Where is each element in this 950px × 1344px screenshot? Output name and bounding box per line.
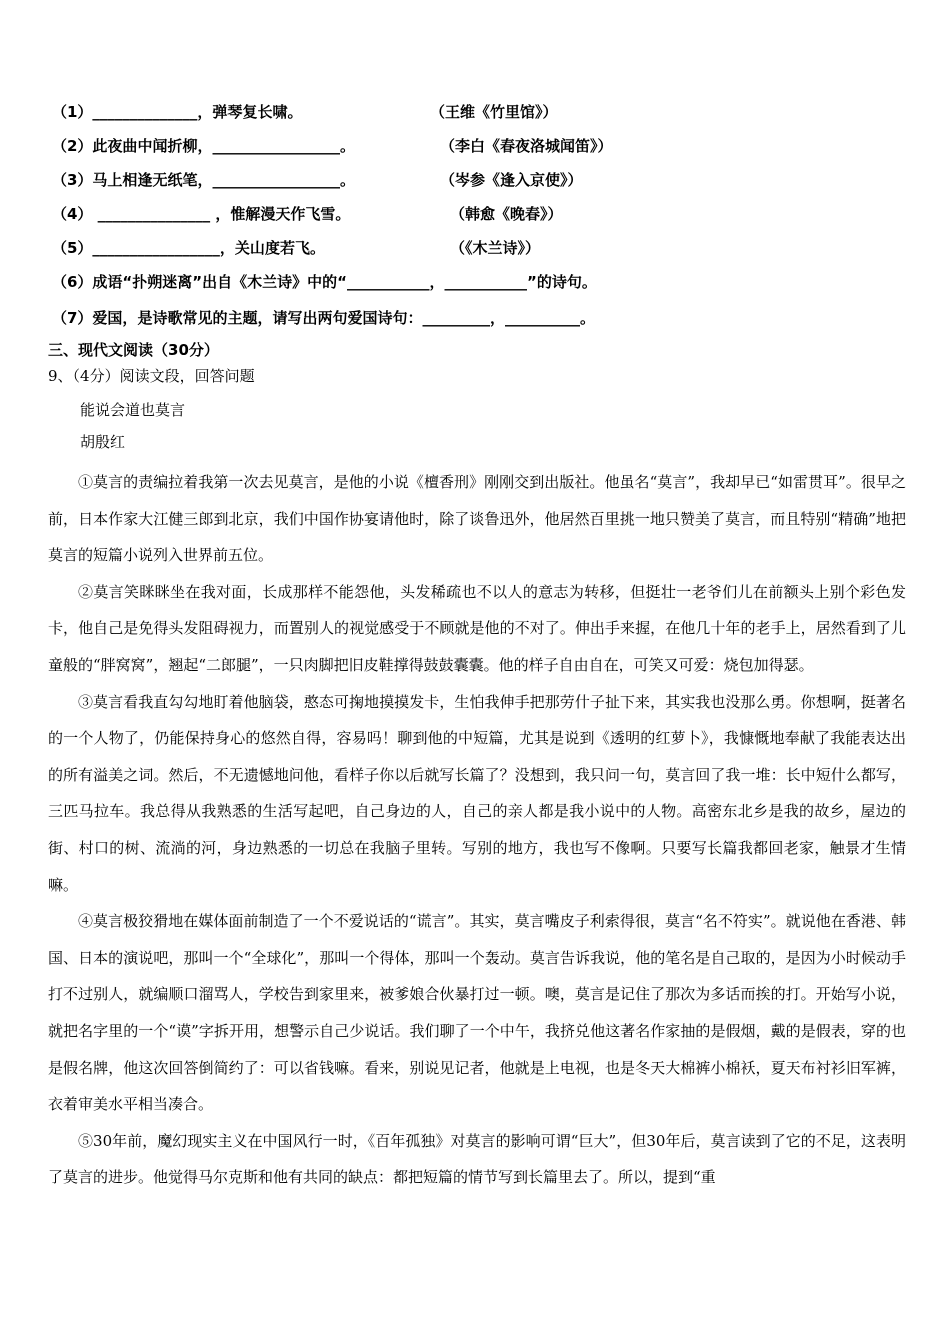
fill-blank-source: （韩愈《晚春》） <box>450 205 563 223</box>
fill-blank-line: （7）爱国，是诗歌常见的主题，请写出两句爱国诗句：_________，__________。 <box>52 309 595 327</box>
fill-blank-source: （岑参《逢入京使》） <box>440 171 583 189</box>
article-title: 能说会道也莫言 <box>80 401 186 419</box>
fill-blank-item <box>52 102 558 122</box>
fill-blank-item <box>52 308 595 328</box>
fill-blank-source: （王维《竹里馆》） <box>430 103 558 121</box>
article-paragraph: ①莫言的责编拉着我第一次去见莫言，是他的小说《檀香刑》刚刚交到出版社。他虽名“莫言”，我却早已“如雷贯耳”。很早之前，日本作家大江健三郎到北京，我们中国作协宴请他时，除了谈鲁迅外，他居然百里挑一地只赞美了莫言，而且特别“精确”地把莫言的短篇小说列入世界前五位。 <box>48 473 906 565</box>
article-paragraph: ②莫言笑眯眯坐在我对面，长成那样不能怨他，头发稀疏也不以人的意志为转移，但挺壮一老爷们儿在前额头上别个彩色发卡，他自己是免得头发阻碍视力，而置别人的视觉感受于不顾就是他的不对了。伸出手来握，在他几十年的老手上，居然看到了儿童般的“胖窝窝”，翘起“二郎腿”，一只肉脚把旧皮鞋撑得鼓鼓囊囊。他的样子自由自在，可笑又可爱：烧包加得瑟。 <box>48 582 906 674</box>
fill-blank-item <box>52 170 583 190</box>
article-paragraph: ④莫言极狡猾地在媒体面前制造了一个不爱说话的“谎言”。其实，莫言嘴皮子利索得很，莫言“名不符实”。就说他在香港、韩国、日本的演说吧，那叫一个“全球化”，那叫一个得体，那叫一个轰动。莫言告诉我说，他的笔名是自己取的，是因为小时候动手打不过别人，就编顺口溜骂人，学校告到家里来，被爹娘合伙暴打过一顿。噢，莫言是记住了那次为多话而挨的打。开始写小说，就把名字里的一个“谟”字拆开用，想警示自己少说话。我们聊了一个中午，我挤兑他这著名作家抽的是假烟，戴的是假表，穿的也是假名牌，他这次回答倒简约了：可以省钱嘛。看来，别说见记者，他就是上电视，也是冬天大棉裤小棉袄，夏天布衬衫旧军裤，衣着审美水平相当凑合。 <box>48 912 906 1114</box>
fill-blank-line: （2）此夜曲中闻折柳，_________________。 <box>52 137 355 155</box>
fill-blank-source: （《木兰诗》） <box>450 239 541 257</box>
fill-blank-line: （3）马上相逢无纸笔，_________________。 <box>52 171 355 189</box>
section-title: 三、现代文阅读（30分） <box>48 341 219 359</box>
fill-blank-line: （5）_________________，关山度若飞。 <box>52 239 325 257</box>
fill-blank-item <box>52 238 541 258</box>
fill-blank-item <box>52 136 613 156</box>
question-prompt: 9、（4分）阅读文段，回答问题 <box>48 367 255 385</box>
fill-blank-line: （4） _______________ ，惟解漫天作飞雪。 <box>52 205 351 223</box>
article-paragraph: ③莫言看我直勾勾地盯着他脑袋，憨态可掬地摸摸发卡，生怕我伸手把那劳什子扯下来，其实我也没那么勇。你想啊，挺著名的一个人物了，仍能保持身心的悠然自得，容易吗！聊到他的中短篇，尤其是说到《透明的红萝卜》，我慷慨地奉献了我能表达出的所有溢美之词。然后，不无遗憾地问他，看样子你以后就写长篇了？没想到，我只问一句，莫言回了我一堆：长中短什么都写，三匹马拉车。我总得从我熟悉的生活写起吧，自己身边的人，自己的亲人都是我小说中的人物。高密东北乡是我的故乡，屋边的街、村口的树、流淌的河，身边熟悉的一切总在我脑子里转。写别的地方，我也写不像啊。只要写长篇我都回老家，触景才生情嘛。 <box>48 692 906 894</box>
article-author: 胡殷红 <box>80 433 126 451</box>
fill-blank-line: （1）______________，弹琴复长啸。 <box>52 103 303 121</box>
article-body <box>48 464 906 1196</box>
fill-blank-line: （6）成语“扑朔迷离”出自《木兰诗》中的“___________，___________”的诗句。 <box>52 273 597 291</box>
fill-blank-item <box>52 272 597 292</box>
fill-blank-source: （李白《春夜洛城闻笛》） <box>440 137 613 155</box>
fill-blank-item <box>52 204 563 224</box>
article-paragraph: ⑤30年前，魔幻现实主义在中国风行一时，《百年孤独》对莫言的影响可谓“巨大”，但30年后，莫言读到了它的不足，这表明了莫言的进步。他觉得马尔克斯和他有共同的缺点：都把短篇的情节写到长篇里去了。所以，提到“重 <box>48 1131 906 1187</box>
